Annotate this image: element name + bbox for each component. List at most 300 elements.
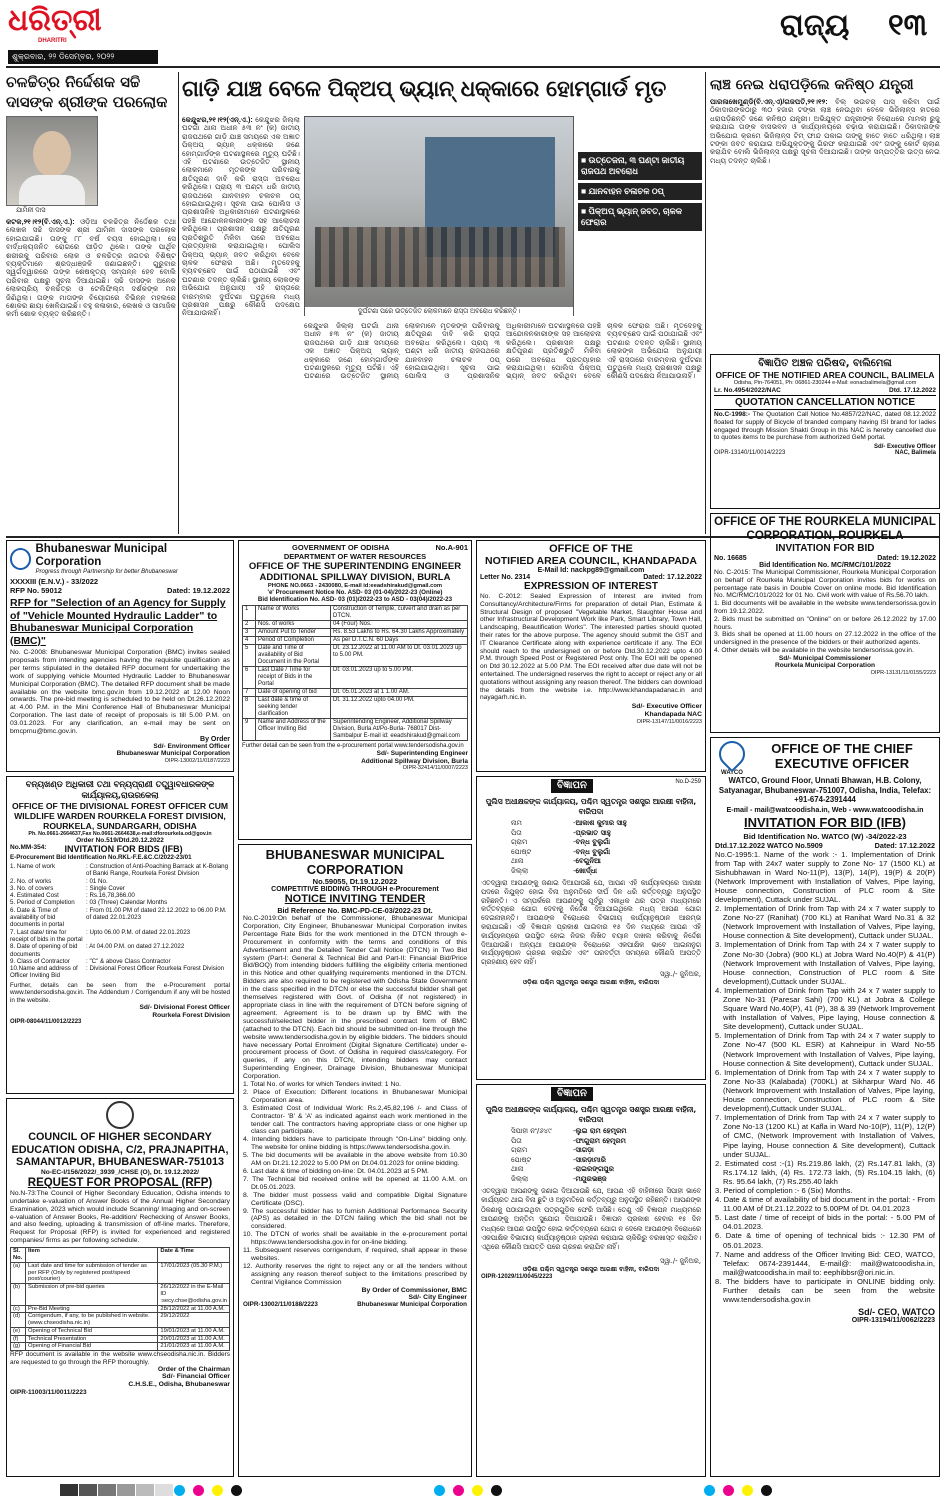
ad-forest-order: Order No.519/Dtd.20.12.2022 [76,837,164,844]
field-label: ପୋଷ୍ଟ [511,847,532,856]
watco-work-item: 4. Implementation of Drink from Tap with 24 x 7 water supply to Zone No-31 (Paresar Sahi) (700 KL) at Jobra & College Square Ward No.40(P), 41 (P), 38 & 39 (Network Improvement with Installation of Valves, Pipe laying, House connection & Site development), Cuttack under SUJAL. [715,985,935,1032]
table-cell: Superintending Engineer, Additional Spillway Division, Burla At/Po-Burla- 768017 Dist-Sambalpur E-mail id: eeadshirakud@gmail.com [331,719,468,741]
table-row [11,1313,230,1328]
field-label: ଗ୍ରାମ [511,838,528,846]
table-row [11,1335,230,1343]
field-sep: - [573,847,576,856]
date-line: ଶୁକ୍ରବାର, ୨୨ ଡିସେମ୍ବର, ୨୦୨୨ [8,50,158,64]
ad-vig1-office-foot: ଓଡ଼ିଶା ପଶ୍ଚିମ ସ୍ୱତନ୍ତ୍ର ସଶସ୍ତ୍ର ଆରକ୍ଷୀ ବାହିନୀ, ବାରିପଦା [522,978,660,986]
ad-vig1-ref: No.D-259 [675,779,701,785]
ad-burla-govt: GOVERNMENT OF ODISHA [292,543,390,552]
ad-rourkela-mc-point: 3. Bids shall be opened at 11.00 hours on 27.12.2022 in the office of the undersigned in the presence of the bidders or their authorized agents. [714,631,936,647]
ad-balimela-date: Dtd. 17.12.2022 [889,387,936,394]
ad-balimela-sign: Sd/- Executive Officer NAC, Balimela [873,444,936,457]
cmyk-marks-1 [170,1483,246,1501]
ad-khandapada-title1: OFFICE OF THE [549,543,633,555]
ad-burla-govt-row [242,543,468,552]
table-cell: 5. Period of Completion [10,899,75,907]
table-row [10,958,230,965]
table-cell: 9. Class of Contractor [10,957,70,965]
cmyk-marks-2 [430,1483,506,1501]
ad-vig1-fields [511,819,701,876]
masthead [0,0,945,68]
ad-chse-footer: RFP document is available in the website www.chseodisha.nic.in. Bidders are requested to go through the RFP thoroughly. [10,1351,230,1366]
table-cell: Amount Put to Tender [256,629,331,637]
field-label: ଜିଲ୍ଲା [511,866,529,875]
story-main-col1 [182,116,300,534]
table-row [11,1343,230,1351]
field-label: ଥାନା [511,857,524,865]
registration-dot [491,1485,502,1496]
table-cell: 8 [243,697,256,719]
ad-bmc-tender-foot [243,1301,467,1308]
logo-sub: DHARITRI [38,38,67,44]
ad-chse-no: No-EC-I/156/2022/_3939_/CHSE (O), Dt. 19.12.2022/ [41,1168,199,1176]
story-main-photo-caption: ଦୁର୍ଘଟଣା ପରେ ଉତ୍ତେଜିତ ଲୋକମାନେ ରାସ୍ତା ଅବରୋଧ କରିଛନ୍ତି। [305,307,573,316]
table-header-cell: Item [26,1248,158,1263]
field-row [511,867,701,877]
table-cell: Corrigendum, if any, to be published in website. (www.chseodisha.nic.in) [26,1313,158,1328]
ad-balimela-text: The Quotation Call Notice No.4857/22/NAC, dated 08.12.2022 floated for supply of Bicycle of branded company having ISI brand for ladies engaged through Mission Shakti Group in this NAC is hereby cancelled due to quotes items to be purchase from authorized GeM portal. [714,411,936,442]
ad-vigyapan-1 [476,776,706,1080]
field-sep: - [573,819,576,827]
tender-point: 9. The successful bidder has to furnish Additional Performance Security (APS) as detailed in the DTCN failing which the bid shall not be considered. [243,1207,467,1231]
registration-dot [761,1485,772,1496]
table-cell: Dt. 31.12.2022 upto 04.00 PM. [331,697,468,719]
ad-vig2-fields [511,1127,701,1184]
ad-vig1-office: ପୁଲିସ ଅଧୀକ୍ଷକଙ୍କ କାର୍ଯ୍ୟାଳୟ, ପଶ୍ଚିମ ସ୍ୱତନ୍ତ୍ର ସଶସ୍ତ୍ର ଆରକ୍ଷୀ ବାହିନୀ, ବାରିପଦା [485,797,697,816]
ad-forest-head-or: ବନ୍ୟଖଣ୍ଡ ଅଧିକାରୀ ତଥା ବନ୍ୟପ୍ରାଣୀ ତତ୍ତ୍ୱାବଧାରକଙ୍କ କାର୍ଯ୍ୟାଳୟ,ରାଉରକେଲା [25,779,215,800]
field-row [511,829,701,839]
table-cell: (c) [11,1305,26,1313]
watco-work-item: 2. Implementation of Drink from Tap with 24 x 7 water supply to Zone No-27 (Ranihat) (700 KL) at Ranihat Ward No.31 & 32 (Network Improvement with Installation of Valves, Pipe laying, House connection & Site development), Cuttack under SUJAL. [715,904,935,941]
table-cell: : "C" & above Class Contractor [86,957,171,965]
field-label: ଗ୍ରାମ [511,1146,528,1154]
table-cell: 8. Date of opening of bid documents [10,943,78,958]
story-obituary-body [6,218,176,319]
registration-dot [212,1485,223,1496]
tender-point: 8. The bidder must possess valid and compatible Digital Signature Certificate (DSC). [243,1191,467,1207]
logo-text: ଧରିତ୍ରୀ [8,3,102,38]
story-main-text-cont: କେନ୍ଦୁଝର ଜିଲ୍ଲା ଘଟଗାଁ ଥାନା ଅଧୀନ ୫୩ ନଂ (କ) ଜାତୀୟ ରାଜପଥରେ ଗାଡ଼ି ଯାଞ୍ଚ ସମୟରେ ଏକ ଅଜ୍ଞାତ ପିକ୍‌ଅପ୍ ଭ୍ୟାନ୍ ଧକ୍କାରେ ଜଣେ ହୋମ୍‌ଗାର୍ଡଙ୍କ ଘଟଣାସ୍ଥଳରେ ମୃତ୍ୟୁ ଘଟିଛି। ଏହି ଘଟଣାରେ ଉତ୍ତେଜିତ ସ୍ଥାନୀୟ ଲୋକମାନେ ମୃତକଙ୍କ ପରିବାରକୁ କ୍ଷତିପୂରଣ ଦାବି କରି ରାସ୍ତା ଅବରୋଧ କରିଥିଲେ। ପ୍ରାୟ ୩ ଘଣ୍ଟା ଧରି ଜାତୀୟ ରାଜପଥରେ ଯାନବାହନ ଚଳାଚଳ ଠପ୍ ହୋଇଯାଇଥିଲା। ସୂଚନା ପାଇ ପୋଲିସ ଓ ପ୍ରଶାସନିକ ଅଧିକାରୀମାନେ ଘଟଣାସ୍ଥଳରେ ପହଞ୍ଚି ଆନ୍ଦୋଳନକାରୀଙ୍କ ସହ ଆଲୋଚନା କରିଥିଲେ। ପ୍ରଶାସନ ପକ୍ଷରୁ କ୍ଷତିପୂରଣ ପ୍ରତିଶ୍ରୁତି ମିଳିବା ପରେ ଅବରୋଧ ପ୍ରତ୍ୟାହାର କରାଯାଇଥିଲା। ପୋଲିସ ପିକ୍‌ଅପ୍ ଭ୍ୟାନ୍ ଜବତ କରିଥିବା ବେଳେ ଚାଳକ ଫେରାର ଅଛି। ମୃତଦେହକୁ ବ୍ୟବଚ୍ଛେଦ ପାଇଁ ପଠାଯାଇଛି ଏବଂ ଘଟଣାର ତଦନ୍ତ ଚାଲିଛି। ସ୍ଥାନୀୟ ଲୋକଙ୍କ ଅଭିଯୋଗ ଅନୁଯାୟୀ ଏହି ରାସ୍ତାରେ ବାରମ୍ବାର ଦୁର୍ଘଟଣା ଘଟୁଥିଲେ ମଧ୍ୟ ପ୍ରଶାସନ ପକ୍ଷରୁ କୌଣସି ପଦକ୍ଷେପ ନିଆଯାଉନାହିଁ। [304,321,702,381]
watco-work-item: 6. Implementation of Drink from Tap with 24 x 7 water supply to Zone No-33 (Kalabada) (700KL) at Sikharpur Ward No. 46 (Network Improvement with Installation of Valves, Pipe laying, House connection, Construction of PLC room & Site development),Cuttack under SUJAL. [715,1067,935,1114]
field-sep: - [573,1127,576,1135]
watco-detail-item: 6. Date & time of opening of technical bids :- 12.30 PM of 05.01.2023. [715,1231,935,1250]
field-value: ସାଗଡ଼ା [575,1146,594,1154]
field-label: ନାମ [511,819,522,827]
table-cell: Name of Works [256,606,331,621]
ad-forest-ident: E-Procurement Bid Identification No.RKL-F.E.&C.C/2022-23/01 [10,854,192,861]
field-value: ଆକାଶ କୁମାର ସାହୁ [575,819,627,827]
ad-balimela-title: QUOTATION CANCELLATION NOTICE [714,395,936,410]
table-cell: 5 [243,645,256,667]
registration-dot [434,1485,445,1496]
field-sep: - [573,1146,576,1154]
ad-chse-title: COUNCIL OF HIGHER SECONDARY EDUCATION ODISHA, C/2, PRAJNAPITHA, SAMANTAPUR, BHUBANESWAR-751013 [11,1131,229,1169]
ad-khandapada-subject: EXPRESSION OF INTEREST [524,581,658,592]
field-row [511,848,701,858]
table-cell: (g) [11,1343,26,1351]
story-right-headline: ଲାଞ୍ଚ ନେଇ ଧରାପଡ଼ିଲେ କନିଷ୍ଠ ଯନ୍ତ୍ରୀ [710,77,914,93]
ad-burla-footer: Further detail can be seen from the e-procurement portal www.tendersodisha.gov.in [242,743,464,749]
ad-burla-table [242,605,468,741]
table-cell: 4. Estimated Cost [10,892,59,900]
table-row [10,965,230,980]
story-main-text: କେନ୍ଦୁଝର ଜିଲ୍ଲା ଘଟଗାଁ ଥାନା ଅଧୀନ ୫୩ ନଂ (କ) ଜାତୀୟ ରାଜପଥରେ ଗାଡ଼ି ଯାଞ୍ଚ ସମୟରେ ଏକ ଅଜ୍ଞାତ ପିକ୍‌ଅପ୍ ଭ୍ୟାନ୍ ଧକ୍କାରେ ଜଣେ ହୋମ୍‌ଗାର୍ଡଙ୍କ ଘଟଣାସ୍ଥଳରେ ମୃତ୍ୟୁ ଘଟିଛି। ଏହି ଘଟଣାରେ ଉତ୍ତେଜିତ ସ୍ଥାନୀୟ ଲୋକମାନେ ମୃତକଙ୍କ ପରିବାରକୁ କ୍ଷତିପୂରଣ ଦାବି କରି ରାସ୍ତା ଅବରୋଧ କରିଥିଲେ। ପ୍ରାୟ ୩ ଘଣ୍ଟା ଧରି ଜାତୀୟ ରାଜପଥରେ ଯାନବାହନ ଚଳାଚଳ ଠପ୍ ହୋଇଯାଇଥିଲା। ସୂଚନା ପାଇ ପୋଲିସ ଓ ପ୍ରଶାସନିକ ଅଧିକାରୀମାନେ ଘଟଣାସ୍ଥଳରେ ପହଞ୍ଚି ଆନ୍ଦୋଳନକାରୀଙ୍କ ସହ ଆଲୋଚନା କରିଥିଲେ। ପ୍ରଶାସନ ପକ୍ଷରୁ କ୍ଷତିପୂରଣ ପ୍ରତିଶ୍ରୁତି ମିଳିବା ପରେ ଅବରୋଧ ପ୍ରତ୍ୟାହାର କରାଯାଇଥିଲା। ପୋଲିସ ପିକ୍‌ଅପ୍ ଭ୍ୟାନ୍ ଜବତ କରିଥିବା ବେଳେ ଚାଳକ ଫେରାର ଅଛି। ମୃତଦେହକୁ ବ୍ୟବଚ୍ଛେଦ ପାଇଁ ପଠାଯାଇଛି ଏବଂ ଘଟଣାର ତଦନ୍ତ ଚାଲିଛି। ସ୍ଥାନୀୟ ଲୋକଙ୍କ ଅଭିଯୋଗ ଅନୁଯାୟୀ ଏହି ରାସ୍ତାରେ ବାରମ୍ବାର ଦୁର୍ଘଟଣା ଘଟୁଥିଲେ ମଧ୍ୟ ପ୍ରଶାସନ ପକ୍ଷରୁ କୌଣସି ପଦକ୍ଷେପ ନିଆଯାଉନାହିଁ। [182,115,301,318]
table-row [10,892,230,899]
highlight-box: ■ ପିକ୍‌ଅପ୍ ଭ୍ୟାନ୍ ଜବତ, ଚାଳକ ଫେରାର [578,203,702,231]
table-row [10,929,230,944]
table-cell: (d) [11,1313,26,1328]
table-row [243,719,468,741]
field-row [511,838,701,848]
ad-khandapada-body: No. C-2012: Sealed Expression of Interest are invited from Consultancy/Architecture/Firms for preparation of detail Plan, Estimate & Structural Design of proposed "Vegetable Market, Slaughter House and other Infrastructural Development Work like Park, Smart Library, Town Hall, Landscaping, Beautification Works". The interested parties should quoted their rates for the above purpose. The agency should submit the GST and IT Clearance Certificate along with experience certificate if any. The EOI should reach to the undersigned on or before Dtd.30.12.2022 upto 4.00 P.M. through Speed Post or Registered Post only. The EOI will be opened on Dtd 30.12.2022 at 5.00 P.M. The EOI received after due date will not be entertained. The undersigned reserves the right to accept or reject any or all quotations without assigning any reason thereof. The bidders can download the details from the website i.e. http://www.khandapadanac.in and nayagarh.nic.in. [480,593,702,702]
registration-dot [453,1485,464,1496]
table-cell: 29/12/2022 [158,1313,230,1328]
field-row [511,1165,701,1175]
field-sep: - [573,1136,576,1145]
table-row [11,1284,230,1305]
ad-forest-contact: Ph. No.0661-2664637,Fax No.0661-2664638,e-mail:dforourkela.od@gov.in [28,831,212,837]
ad-vig1-sign: ସ୍ୱା./- ଜୁନିଅର, [660,969,701,978]
field-label: ପୋଷ୍ଟ [511,1155,532,1164]
ad-burla-dept: DEPARTMENT OF WATER RESOURCES [283,552,427,561]
table-cell: Opening of Financial Bid [26,1343,158,1351]
table-cell: (b) [11,1284,26,1305]
watco-work-item: 5. Implementation of Drink from Tap with 24 x 7 water supply to Zone No-47 (500 KL ESR) at Kahneipur in Ward No-55 (Network Improvement with Installation of Valves, Pipe laying, House connection & Site development), Cuttack under SUJAL. [715,1031,935,1068]
field-sep: - [573,828,576,837]
table-cell: 6. Date & Time of availability of bid documents in portal [10,906,64,929]
ad-bmc-tender-body: No.C-2019:On behalf of the Commissioner, Bhubaneswar Municipal Corporation, City Engineer, Bhubaneswar Municipal Corporation invites Percentage Rate Bids for the work mentioned in the DTCN through e-Procurement in conformity with the terms and conditions of this Advertisement and the Detailed Tender Call Notice (DTCN) in Two Bid system (Part-I: General & Technical Bid and Part-II: Financial Bid/Price Bid/BOQ) from intending bidders fulfilling the eligibility criteria mentioned in this Notice and other qualifying requirements mentioned in the DTCN. Bidders are also required to be registered with Odisha State Government in the class specified in the DTCN or else the successful bidder shall get themselves registered with Govt. of Odisha (if not registered) in appropriate class in line with the requirement of DTCN before signing of agreement. Agreement is to be drawn up by BMC with the successful/selected bidder in the prescribed contract form of BMC (attached to the DTCN). Each bid should be submitted on-line through the website www.tendersodisha.gov.in by eligible bidders. The bidders should have necessary Portal Enrolment (Digital Signature Certificate) under e-procurement process of Govt. of Odisha in required class/category. For queries, if any on this DTCN, intending bidders may contact Superintending Engineer, Drainage Division, Bhubaneswar Municipal Corporation. [243,915,467,1081]
logo [8,3,102,48]
field-value: ବେଗୁନିଆ [575,857,601,865]
highlight-box: ■ ଉତ୍ତେଜନା, ୩ ଘଣ୍ଟା ଜାତୀୟ ରାଜପଥ ଅବରୋଧ [578,152,702,180]
table-row [10,878,230,885]
ad-bmc-rfp-ref: XXXXIII (E.N.V.) - 33/2022 [10,577,99,586]
table-cell: Last date & time of seeking tender clarification [256,697,331,719]
tender-point: 2. Place of Execution: Different locations in Bhubaneswar Municipal Corporation area. [243,1088,467,1104]
tender-point: 11. Subsequent reserves corrigendum, if required, shall appear in these websites. [243,1247,467,1262]
ad-bmc-rfp-sign: Sd/- Environment Officer Bhubaneswar Municipal Corporation [116,742,230,758]
col-rule-1 [178,72,179,534]
ad-forest-footer: Further, details can be seen from the e-Procurement portal www.tendersodisha.gov.in. The Addendum / Corrigendum if any will be hosted in the website. [10,981,230,1004]
ad-rourkela-mc-sub: INVITATION FOR BID [775,543,875,554]
table-row [243,697,468,719]
ad-bmc-tender-sign: Sd/- City Engineer [408,1293,467,1301]
table-row [10,885,230,892]
ad-bmc-tender-by-order: By Order of Commissioner, BMC [361,1286,467,1294]
ad-watco-dtd: Dtd.17.12.2022 WATCO No.5909 [715,840,823,850]
table-cell: 19/01/2023 at 11.00 A.M. [158,1327,230,1335]
registration-dot [742,1485,753,1496]
field-row [511,857,701,867]
registration-dot [723,1485,734,1496]
ad-vig1-top [481,779,701,795]
ad-chse-sub: REQUEST FOR PROPOSAL (RFP) [27,1176,213,1189]
table-cell: 3 [243,629,256,637]
table-cell: 7. Last date/ time for receipt of bids in the portal [10,928,83,943]
ad-bmc-rfp [6,540,234,772]
ad-rourkela-mc-refs [714,555,936,562]
ad-balimela [710,354,940,509]
table-cell: 2 [243,621,256,629]
table-cell: 04 (Four) Nos. [331,621,468,629]
watco-detail-item: 4. Date & time of availability of bid document in the portal: - From 11.00 AM of Dt.21.12.2022 to 5.00PM of Dt. 04.01.2023 [715,1195,935,1214]
ad-bmc-tender-bid-ref: Bid Reference No. BMC-PD-CE-03/2022-23 Dt. [277,906,433,915]
field-value: ଖୋର୍ଦ୍ଧା [575,866,598,875]
tender-point: 12. Authority reserves the right to reject any or all the tenders without assigning any reason thereof subject to the limitations prescribed by Central Vigilance Commission [243,1262,467,1286]
ad-balimela-body [714,411,936,442]
table-cell: 26/12/2022 in the E-Mail ID :secy.chse@odisha.gov.in [158,1284,230,1305]
ad-rourkela-mc-point: 1. Bid documents will be available in the website www.tendersorissa.gov.in from 19.12.2022. [714,600,936,615]
ad-balimela-notice-no: No.C-1998:- [714,411,751,418]
table-header-cell: Sl. No. [11,1248,26,1263]
tender-point: 5. The bid documents will be available in the above website from 10.30 AM on Dt.21.12.2022 to 5.00 PM on Dt.04.01.2023 for online bidding. [243,1152,467,1168]
field-sep: - [573,866,576,875]
section-title [780,4,880,48]
ad-bmc-rfp-by-order: By Order [200,735,230,743]
ad-rourkela-mc-title: OFFICE OF THE ROURKELA MUNICIPAL CORPORATION, ROURKELA [714,516,936,542]
field-label: ଜିଲ୍ଲା [511,1174,529,1183]
registration-dot [174,1485,185,1496]
table-cell: Dt: 03.01.2023 up to 5.00 PM. [331,667,468,689]
story-right [710,72,940,350]
field-row [511,1137,701,1147]
table-row [243,629,468,637]
ad-rourkela-mc-point: 4. Other details will be available in the website tendersorissa.gov.in. [714,646,914,654]
field-label: ଥାନା [511,1165,524,1173]
table-cell: 2. No. of works [10,877,52,885]
table-cell: : Divisional Forest Officer Rourkela Forest Division [86,965,225,973]
page-number: ୧୩ [888,8,928,43]
table-header-cell: Date & Time [158,1248,230,1263]
field-value: ଲୁଇ ରାମ ହେମ୍ବ୍ରମ [575,1127,627,1135]
ad-bmc-tender-competitive: COMPETITIVE BIDDING THROUGH e-Procurement [271,886,439,893]
chse-emblem-icon [106,1101,134,1129]
table-row [11,1327,230,1335]
ad-khandapada [476,540,706,772]
ad-rourkela-mc-sign: Sd/- Municipal Commissioner Rourkela Municipal Corporation [774,654,875,670]
watco-logo [715,741,749,776]
field-row [511,1175,701,1185]
ad-khandapada-oipr: OIPR-13147/11/0016/2223 [636,718,702,725]
table-cell: 10.Name and address of Officer Inviting Bid [10,965,78,980]
story-right-dateline: ପାରଳାଖେମୁଣ୍ଡି(ବି.ଏନ୍.ଏ)/ଗଜପତି,୨୧।୧୨: [710,97,828,106]
ad-forest-oipr: OIPR-08044/11/0012/2223 [10,1019,82,1026]
registration-dot [193,1485,204,1496]
ad-bmc-rfp-org: Bhubaneswar Municipal Corporation [35,543,168,568]
field-row [511,1146,701,1156]
table-cell: 1 [243,606,256,621]
ad-watco-intro: No.C-1995:1. Name of the work :- 1. Implementation of Drink from Tap with 24x7 water supply to Zone No- 17 (1500 KL) at Sishubhawan in Ward No-11(P), 13(P), 14(P), 19(P) & 20(P) (Network Improvement with Installation of Valves, Pipe laying, House connection, Construction of PLC room & Site development), Cuttack under SUJAL. [715,849,935,904]
tender-point: 1. Total No. of works for which Tenders invited: 1 No. [243,1081,402,1089]
story-main [182,72,702,534]
ad-forest-head-en: OFFICE OF THE DIVISIONAL FOREST OFFICER CUM WILDLIFE WARDEN ROURKELA FOREST DIVISION, ROURKELA, SUNDARGARH, ODISHA [11,801,229,831]
story-right-text: ବିଲ୍ ଭଉଚର୍ ପାସ୍ କରିବା ପାଇଁ ଠିକାଦାରଙ୍କଠାରୁ ୩୦ ହଜାର ଟଙ୍କା ଲାଞ୍ଚ ନେଉଥିବା ବେଳେ ଭିଜିଲାନ୍ସ ହାତରେ ଧରାପଡ଼ିଛନ୍ତି ଜଣେ କନିଷ୍ଠ ଯନ୍ତ୍ରୀ। ଅଭିଯୁକ୍ତ ଯନ୍ତ୍ରୀଙ୍କ ବିରୋଧରେ ମାମଲା ରୁଜୁ କରାଯାଇ ତାଙ୍କ ବାସଭବନ ଓ କାର୍ଯ୍ୟାଳୟରେ ଚଢ଼ାଉ କରାଯାଇଛି। ଠିକାଦାରଙ୍କ ଅଭିଯୋଗ କ୍ରମେ ଭିଜିଲାନ୍ସ ଟିମ୍ ଫାନ୍ଦ ପକାଇ ତାଙ୍କୁ ହାତେ ହାତେ ଧରିଥିଲା। ଲାଞ୍ଚ ଟଙ୍କା ଜବତ କରାଯାଇ ଅଭିଯୁକ୍ତଙ୍କୁ ଗିରଫ କରାଯାଇଛି ଏବଂ ତାଙ୍କୁ କୋର୍ଟ ଚାଲାଣ କରାଯିବ ବୋଲି ଭିଜିଲାନ୍ସ ପକ୍ଷରୁ ସୂଚନା ଦିଆଯାଇଛି। ତାଙ୍କ ସମ୍ପତ୍ତିର ଉତ୍ସ ନେଇ ମଧ୍ୟ ତଦନ୍ତ ଚାଲିଛି। [710,97,941,165]
ad-forest-table [10,863,230,980]
ad-chse-sign: Sd/- Financial Officer C.H.S.E., Odisha, Bhubaneswar [128,1373,230,1389]
section-label: ରାଜ୍ୟ [780,8,850,43]
ad-watco [710,737,940,1477]
field-sep: - [573,838,576,846]
table-row [10,907,230,929]
ad-balimela-head-or: ବିଜ୍ଞାପିତ ଅଞ୍ଚଳ ପରିଷଦ, ବାଲିମେଳା [758,358,892,369]
watco-drop-icon [714,736,751,773]
ad-rourkela-mc [710,513,940,733]
ad-bmc-rfp-body: No. C-2008: Bhubaneswar Municipal Corporation (BMC) invites sealed proposals from intending agencies having the requisite qualification as per terms stipulated in the detailed RFP document for undertaking the work of supplying vehicle Mounted Hydraulic Ladder to Bhubaneswar Municipal Corporation (BMC). The detailed RFP document shall be made available on the website bmc.gov.in from 19.12.2022 at 12.00 Noon onwards. The pre-bid meeting is scheduled to be held on Dt.26.12.2022 at 4.00 P.M. in the Mini Conference Hall of Bhubaneswar Municipal Corporation. The last date of receipt of proposals is till 5.00 P.M. on 03.01.2023. For any clarification, an e-mail may be sent on bmcprnu@bmc.gov.in. [10,649,230,736]
table-row [243,689,468,697]
ad-watco-oipr: OIPR-13194/11/0062/2223 [851,1317,935,1325]
table-cell: : Rs.16,78,366.00 [86,892,135,900]
ad-vig2-oipr: OIPR-12029/11/0045/2223 [481,1273,553,1280]
tender-point: 3. Estimated Cost of Individual Work: Rs.2,45,82,196 /- and Class of Contractor- 'B' & 'A' as indicated against each work mentioned in the tender call. The contractors having appropriate class or one higher up class can participate. [243,1104,467,1136]
ad-balimela-oipr: OIPR-13140/11/0014/2223 [714,450,786,457]
table-cell: 6 [243,667,256,689]
field-value: ମୟୂରଭଞ୍ଜ [575,1174,607,1183]
table-cell: 21/01/2023 at 11.00 A.M. [158,1343,230,1351]
ad-bmc-tender-nit: NOTICE INVITING TENDER [284,893,426,905]
table-cell: (a) [11,1262,26,1283]
table-row [10,943,230,958]
ad-forest-sign: Sd/- Divisional Forest Officer Rourkela Forest Division [139,1003,230,1019]
watco-detail-item: 7. Name and address of the Officer Inviting Bid: CEO, WATCO, Telefax: 0674-2391444, E-mail@: mail@watcoodisha.in, mail@watcoodisha.in mail to: eephibbsr@ori.nic.in. [715,1249,935,1277]
registration-dot [231,1485,242,1496]
table-row [10,863,230,878]
ad-bmc-rfp-refs [10,586,230,595]
ad-burla-office: OFFICE OF THE SUPERINTENDING ENGINEER ADDITIONAL SPILLWAY DIVISION, BURLA [248,561,462,583]
field-value: ପ୍ରଭାତ ସାହୁ [575,828,611,837]
table-cell: : At 04.00 P.M. on dated 27.12.2022 [86,943,185,951]
registration-dot [472,1485,483,1496]
table-row [11,1262,230,1283]
ad-bmc-rfp-tagline: Progress through Partnership for better Bhubaneswar [35,569,178,575]
ad-chse [6,1098,234,1477]
table-cell: (e) [11,1327,26,1335]
story-main-highlights [578,152,702,316]
table-cell: Period of Completion [256,637,331,645]
ad-khandapada-refs [480,574,702,581]
ad-bmc-tender-oipr: OIPR-13002/11/0188/2223 [243,1300,318,1308]
ad-burla-phone: PHONE NO.0663 - 2430080, E-mail id:eeadshirakud@gmail.com [267,583,443,589]
ad-rourkela-mc-bid-id: Bid Identification No. MC/RMC/101/2022 [759,562,891,569]
highlight-2: ଯାନବାହନ ଚଳାଚଳ ଠପ୍ [588,186,664,196]
ad-vig1-label: ବିଜ୍ଞାପନ [551,779,593,793]
ad-burla [238,540,472,840]
ad-watco-items [715,904,935,1159]
ad-bmc-rfp-head [10,543,230,575]
ad-chse-table [10,1247,230,1351]
field-label: ପିତା [511,828,522,837]
ad-khandapada-sign: Sd/- Executive Officer Khandapada NAC [631,703,702,718]
ad-chse-body: No.N-73:The Council of Higher Secondary Education, Odisha intends to undertake e-valuation of Answer Books of the Annual Higher Secondary Examination, 2023 which would include Scanning/ Imaging and on-screen e-valuation of Answer Books, Re-addition/ Rechecking of Answer Books, and also feeding, uploading & transmission of off-line marks. Therefore, Request for Proposal (RFP) is invited for experienced and registered companies/ firms as per following schedule. [10,1189,230,1245]
table-cell: Technical Presentation [26,1335,158,1343]
ad-khandapada-email: E-Mail Id: nackpg89@gmail.com [537,567,645,574]
table-row [243,645,468,667]
ad-bmc-tender-no: No.59055, Dt.19.12.2022 [312,877,398,886]
watco-work-item: 7. Implementation of Drink from Tap with 24 x 7 water supply to Zone No-13 (1200 KL) at Kafla in Ward No-10(P), 11(P), 12(P) of CMC, (Network Improvement with Installation of Valves, Pipe laying, House connection & Site development), Cuttack under SUJAL. [715,1113,935,1159]
table-cell: Last date and time for submission of tender as per RFP (Only by registered post/speed post/courier) [26,1262,158,1283]
story-main-col2 [304,322,702,534]
highlight-box: ■ ଯାନବାହନ ଚଳାଚଳ ଠପ୍ [578,183,702,200]
table-cell: 28/12/2022 at 11.00 A.M. [158,1305,230,1313]
table-cell: Nos. of works [256,621,331,629]
field-value: ଫାଗୁରାମ ହେମ୍ବ୍ରମ [575,1136,626,1145]
ad-watco-refs [715,841,935,850]
obituary-caption: ଯାମିନୀ ଦାସ [16,207,46,214]
highlight-1: ଉତ୍ତେଜନା, ୩ ଘଣ୍ଟା ଜାତୀୟ ରାଜପଥ ଅବରୋଧ [581,155,685,176]
table-cell: As per D.T.C.N. 60 Days [331,637,468,645]
tender-point: 4. Intending bidders have to participate through "On-Line" bidding only. The website for online bidding is https://www.tendersodisha.gov.in. [243,1136,467,1152]
ad-rourkela-mc-oipr: OIPR-13131/11/0155/2223 [870,669,936,676]
masthead-rule [6,66,940,68]
obituary-photo [6,116,98,206]
ad-burla-sign: Sd/- Superintending Engineer Additional Spillway Division, Burla [361,750,468,765]
ad-balimela-letter: Lr. No.4954/2022/NAC [714,387,781,394]
watco-detail-item: 5. Last date / time of receipt of bids in the portal: - 5.00 PM of 04.01.2023. [715,1213,935,1232]
field-value: ସାରଡ଼ାମାରି [575,1155,606,1164]
watco-detail-item: 8. The bidders have to participate in ONLINE bidding only. Further details can be seen from the website www.tendersodisha.gov.in [715,1276,935,1305]
story-main-headline: ଗାଡ଼ି ଯାଞ୍ଚ ବେଳେ ପିକ୍‌ଅପ୍ ଭ୍ୟାନ୍ ଧକ୍କାରେ ହୋମ୍‌ଗାର୍ଡ ମୃତ [182,77,666,102]
table-cell: Submission of pre-bid queries [26,1284,158,1305]
table-cell: Pre-Bid Meeting [26,1305,158,1313]
table-cell: 17/01/2023 (05.30 P.M.) [158,1262,230,1283]
table-cell: 9 [243,719,256,741]
table-cell: : Construction of Anti-Poaching Barrack at K-Bolang of Banki Range, Rourkela Forest Division [86,863,229,878]
ad-forest [6,776,234,1094]
story-obituary-text: ଓଡ଼ିଆ ଚଳଚ୍ଚିତ୍ର ନିର୍ଦ୍ଦେଶକ ତଥା ଲେଖକ ସଚ୍ଚି ଦାସଙ୍କ ଶ୍ରୀ ଯାମିନୀ ଦାସଙ୍କ ପରଲୋକ ହୋଇଯାଇଛି। ତାଙ୍କୁ ୮୮ ବର୍ଷ ବୟସ ହୋଇଥିଲା। ସେ ବାର୍ଦ୍ଧକ୍ୟଜନିତ ରୋଗରେ ପୀଡ଼ିତ ଥିଲେ। ତାଙ୍କ ପାର୍ଥିବ ଶରୀରକୁ ପରିବାର ଲୋକ ଓ ଚଳଚ୍ଚିତ୍ର ଜଗତର ବିଶିଷ୍ଟ ବ୍ୟକ୍ତିମାନେ ଶ୍ରଦ୍ଧାଞ୍ଜଳି ଜଣାଇଛନ୍ତି। ଗୁରୁବାର ସ୍ୱର୍ଗଦ୍ୱାରରେ ତାଙ୍କ ଶେଷକୃତ୍ୟ ସମ୍ପନ୍ନ ହେବ ବୋଲି ପରିବାର ପକ୍ଷରୁ ସୂଚନା ଦିଆଯାଇଛି। ସଚ୍ଚି ଦାସଙ୍କ ଅନେକ ଲୋକପ୍ରିୟ ଚଳଚ୍ଚିତ୍ର ଓ ଟେଲିଫିଲ୍ମ ଦର୍ଶକଙ୍କ ମନ ଜିଣିଥିଲା। ତାଙ୍କ ମାତାଙ୍କ ବିୟୋଗରେ ବିଭିନ୍ନ ମହଲରେ ଶୋକର ଛାୟା ଖେଳିଯାଇଛି। ବହୁ କଳାକାର, ଲେଖକ ଓ ସାମାଜିକ କର୍ମୀ ଶୋକ ବ୍ୟକ୍ତ କରିଛନ୍ତି। [6,217,176,319]
story-obituary-dateline: କଟକ,୨୧।୧୨(ବି.ଏନ୍.ଏ.): [6,217,75,226]
table-cell: Date of opening of bid [256,689,331,697]
table-cell: Rs. 8.53 Lakhs to Rs. 64.30 Lakhs Approximately [331,629,468,637]
field-row [511,1127,701,1137]
table-row [243,606,468,621]
table-cell: Dt. 05.01.2023 at 1 1.00 AM. [331,689,468,697]
tender-point: 10. The DTCN of works shall be available in the e-procurement portal https://www.tendersodisha.gov.in for on-line bidding. [243,1231,467,1247]
table-cell: : 01 No. [86,877,108,885]
watco-logo-text: WATCO [721,770,743,776]
ad-balimela-head-en: OFFICE OF THE NOTIFIED AREA COUNCIL, BALIMELA [715,370,935,380]
table-row [243,637,468,645]
table-cell: Last Date / Time for receipt of Bids in the Portal [256,667,331,689]
ad-watco-address: WATCO, Ground Floor, Unnati Bhawan, H.B. Colony, Satyanagar, Bhubaneswar-751007, Odisha, India, Telefax: +91-674-2391444 [718,776,932,804]
table-row [243,667,468,689]
ad-khandapada-letter: Letter No. 2314 [480,574,531,581]
bmc-emblem-icon [10,548,31,570]
ad-watco-bid-id: Bid Identification No. WATCO (W) -34/2022-23 [743,831,907,841]
ad-vig2-sign: ସ୍ୱା./- ଜୁନିଅର, [660,1256,701,1265]
field-value: ବନ୍ଧ ବୁଲୁଗାଁ [575,838,611,846]
table-cell: : Upto 06.00 P.M. of dated 22.01.2023 [86,928,191,936]
field-value: ବନ୍ଧ ବୁଲୁଗାଁ [575,847,611,856]
ad-burla-oipr: OIPR-32414/11/0007/2223 [402,765,468,771]
field-label: ସିପାହୀ ନଂ/୬୪୯ [511,1127,552,1135]
table-cell: Name and Address of the Officer Inviting Bid [256,719,331,741]
ad-watco-head [715,741,935,776]
ad-vig2-office: ପୁଲିସ ଅଧୀକ୍ଷକଙ୍କ କାର୍ଯ୍ୟାଳୟ, ପଶ୍ଚିମ ସ୍ୱତନ୍ତ୍ର ସଶସ୍ତ୍ର ଆରକ୍ଷୀ ବାହିନୀ, ବାରିପଦା [485,1105,697,1124]
ad-vigyapan-2 [476,1084,706,1477]
table-cell: : Single Cover [86,884,125,892]
highlight-3: ପିକ୍‌ଅପ୍ ଭ୍ୟାନ୍ ଜବତ, ଚାଳକ ଫେରାର [581,206,683,227]
table-cell: (f) [11,1335,26,1343]
story-main-dateline: କେନ୍ଦୁଝର,୨୧।୧୨(ଏନ୍.ଏ.): [182,115,253,124]
watco-detail-item: 3. Period of completion :- 6 (Six) Months. [715,1185,853,1195]
ad-vig2-office-foot: ଓଡ଼ିଶା ପଶ୍ଚିମ ସ୍ୱତନ୍ତ୍ର ସଶସ୍ତ୍ର ଆରକ୍ଷୀ ବାହିନୀ, ବାରିପଦା [522,1265,660,1273]
ad-bmc-rfp-title: RFP for "Selection of an Agency for Supply of "Vehicle Mounted Hydraulic Ladder" to Bhubaneswar Municipal Corporation (BMC)" [10,597,226,647]
table-cell: 3. No. of covers [10,884,54,892]
table-cell: 1. Name of work [10,863,56,870]
field-label: ପିତା [511,1136,522,1145]
story-right-body [710,98,940,165]
